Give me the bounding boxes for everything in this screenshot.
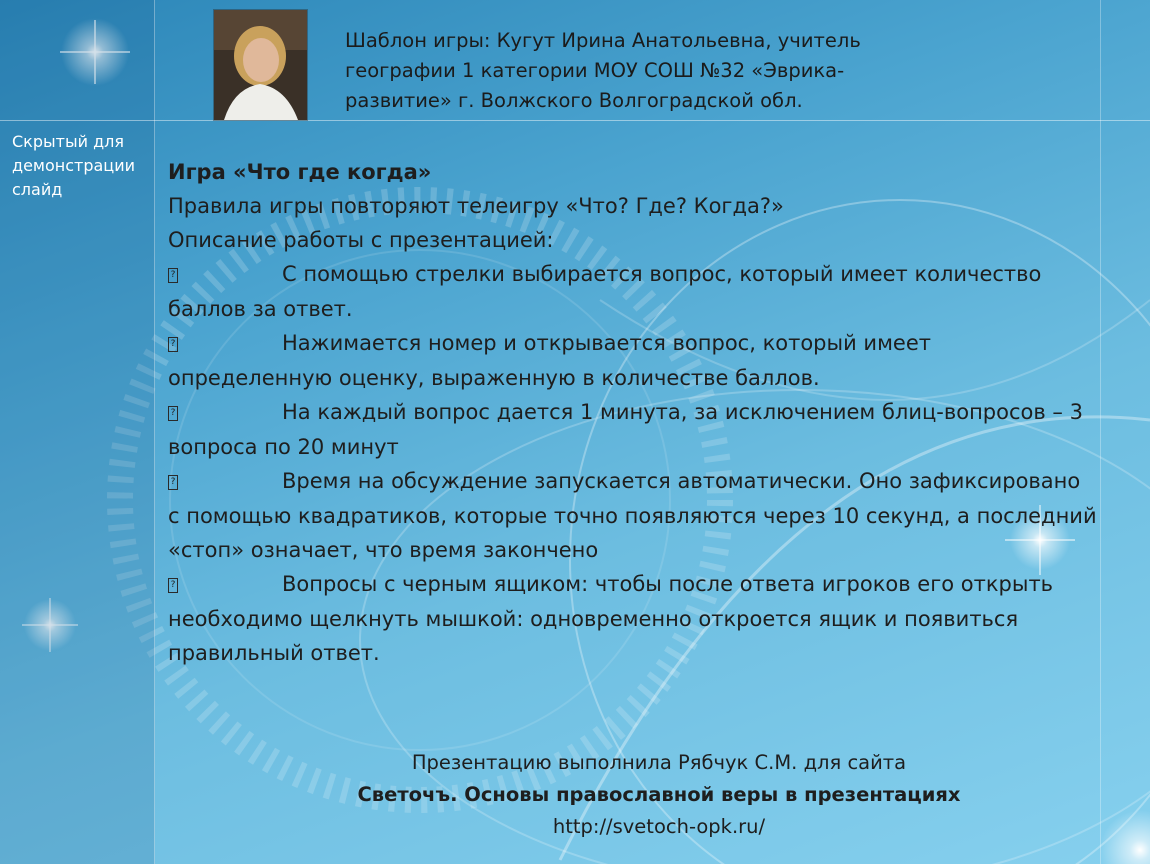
bullet-box-icon: ?: [168, 568, 282, 602]
bullet-box-icon: ?: [168, 396, 282, 430]
hidden-slide-note: Скрытый для демонстрации слайд: [12, 132, 135, 199]
site-url-link[interactable]: http://svetoch-opk.ru/: [552, 815, 766, 838]
game-description: [168, 155, 1098, 670]
right-border-line: [1100, 0, 1101, 864]
bullet-text: Нажимается номер и открывается вопрос, который имеет определенную оценку, выраженную в количестве баллов.: [168, 331, 931, 390]
bullet-text: С помощью стрелки выбирается вопрос, который имеет количество баллов за ответ.: [168, 262, 1042, 321]
bullet-item: [168, 567, 1098, 670]
header-divider: [0, 120, 1150, 121]
site-name: Светочъ. Основы православной веры в презентациях: [357, 783, 961, 806]
footer-credits: [154, 747, 1150, 843]
author-info: Шаблон игры: Кугут Ирина Анатольевна, учитель географии 1 категории МОУ СОШ №32 «Эврика-развитие» г. Волжского Волгоградской обл.: [345, 29, 861, 112]
bullet-item: [168, 395, 1098, 464]
bullet-box-icon: ?: [168, 327, 282, 361]
bullet-box-icon: ?: [168, 465, 282, 499]
bullet-item: [168, 326, 1098, 395]
rules-text: Правила игры повторяют телеигру «Что? Где? Когда?»: [168, 194, 784, 218]
game-title: Игра «Что где когда»: [168, 160, 432, 184]
author-photo: [213, 9, 308, 121]
credits-line: Презентацию выполнила Рябчук С.М. для сайта: [411, 751, 907, 774]
bullet-text: Вопросы с черным ящиком: чтобы после ответа игроков его открыть необходимо щелкнуть мышкой: одновременно откроется ящик и появиться правильный ответ.: [168, 572, 1054, 665]
bullet-item: [168, 464, 1098, 567]
bullet-text: На каждый вопрос дается 1 минута, за исключением блиц-вопросов – 3 вопроса по 20 минут: [168, 400, 1083, 459]
bullet-item: [168, 257, 1098, 326]
description-heading: Описание работы с презентацией:: [168, 228, 554, 252]
bullet-box-icon: ?: [168, 258, 282, 292]
bullet-text: Время на обсуждение запускается автоматически. Оно зафиксировано с помощью квадратиков, которые точно появляются через 10 секунд, а последний «стоп» означает, что время закончено: [168, 469, 1097, 562]
